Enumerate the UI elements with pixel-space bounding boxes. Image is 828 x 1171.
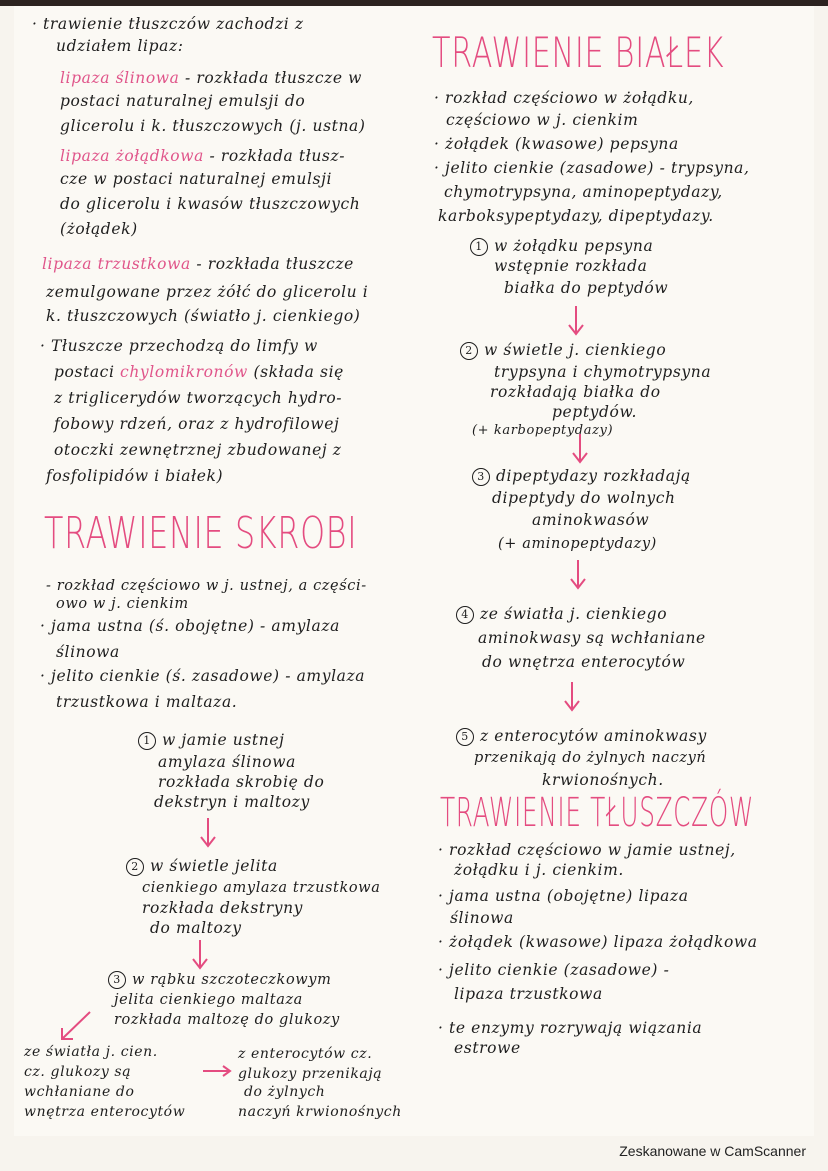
text-line: białka do peptydów — [504, 279, 669, 297]
text-line: do glicerolu i kwasów tłuszczowych — [60, 195, 361, 213]
lipaza-slinowa-line — [60, 68, 362, 89]
step-number: 1 — [470, 238, 488, 256]
text-line: glukozy przenikają — [238, 1066, 383, 1082]
text-line: amylaza ślinowa — [158, 753, 296, 771]
lipaza-zoladkowa-term: lipaza żołądkowa — [60, 147, 204, 165]
text-line: estrowe — [454, 1039, 521, 1057]
text-span: - rozkłada tłuszcze w — [179, 69, 363, 87]
lipaza-trzustkowa-term: lipaza trzustkowa — [42, 255, 191, 273]
text-line: udziałem lipaz: — [56, 37, 184, 55]
text-line: trypsyna i chymotrypsyna — [494, 363, 712, 381]
text-span: postaci — [54, 363, 121, 381]
text-line: dipeptydy do wolnych — [492, 489, 676, 507]
text-line: postaci naturalnej emulsji do — [60, 92, 306, 110]
arrow-down-icon — [562, 682, 582, 712]
lipaza-trzustkowa-line — [42, 254, 354, 275]
text-line: krwionośnych. — [542, 771, 664, 789]
text-line: z enterocytów cz. — [238, 1046, 373, 1062]
text-span: dipeptydazy rozkładają — [496, 467, 691, 485]
text-line: trzustkowa i maltaza. — [56, 693, 238, 711]
text-line: (+ karbopeptydazy) — [472, 423, 614, 438]
bialka-step-2 — [460, 340, 666, 361]
lipaza-slinowa-term: lipaza ślinowa — [60, 69, 180, 87]
text-line: · Tłuszcze przechodzą do limfy w — [40, 337, 318, 355]
text-line: · jelito cienkie (ś. zasadowe) - amylaza — [40, 667, 366, 685]
text-line: · jelito cienkie (zasadowe) - — [438, 961, 670, 979]
text-line: fobowy rdzeń, oraz z hydrofilowej — [54, 415, 340, 433]
heading-trawienie-bialek: TRAWIENIE BIAŁEK — [432, 28, 725, 77]
arrow-down-icon — [570, 434, 590, 464]
text-line: · żołądek (kwasowe) lipaza żołądkowa — [438, 933, 758, 951]
arrow-right-icon — [202, 1064, 232, 1078]
text-line: dekstryn i maltozy — [154, 793, 310, 811]
step-number: 2 — [460, 342, 478, 360]
arrow-down-icon — [198, 818, 218, 848]
arrow-down-left-icon — [58, 1010, 92, 1042]
text-line: lipaza trzustkowa — [454, 985, 603, 1003]
text-span: ze światła j. cienkiego — [480, 605, 668, 623]
text-line: otoczki zewnętrznej zbudowanej z — [54, 441, 342, 459]
text-line: · żołądek (kwasowe) pepsyna — [434, 135, 679, 153]
text-line: cz. glukozy są — [24, 1064, 132, 1080]
text-line: · te enzymy rozrywają wiązania — [438, 1019, 703, 1037]
text-span: - rozkłada tłuszcze — [190, 255, 354, 273]
text-line: do żylnych — [244, 1084, 326, 1100]
text-line: do wnętrza enterocytów — [482, 653, 686, 671]
chylomikrony-term: chylomikronów — [120, 363, 248, 381]
step-number: 5 — [456, 728, 474, 746]
text-line: wchłaniane do — [24, 1084, 135, 1100]
text-line: żołądku i j. cienkim. — [454, 861, 624, 879]
text-line: · jama ustna (obojętne) lipaza — [438, 887, 689, 905]
text-line: fosfolipidów i białek) — [46, 467, 224, 485]
text-line: wnętrza enterocytów — [24, 1104, 186, 1120]
text-line: rozkłada dekstryny — [142, 899, 304, 917]
text-line: karboksypeptydazy, dipeptydazy. — [438, 207, 714, 225]
step-number: 2 — [126, 858, 144, 876]
text-line: · rozkład częściowo w jamie ustnej, — [438, 841, 736, 859]
text-span: w świetle j. cienkiego — [484, 341, 667, 359]
notes-page — [14, 6, 814, 1136]
skrobia-step-2 — [126, 856, 278, 877]
text-span: w jamie ustnej — [162, 731, 285, 749]
step-number: 1 — [138, 732, 156, 750]
text-line: do maltozy — [150, 919, 242, 937]
text-line: · trawienie tłuszczów zachodzi z — [32, 15, 304, 33]
step-number: 3 — [472, 468, 490, 486]
text-line: jelita cienkiego maltaza — [114, 992, 303, 1008]
text-line: z triglicerydów tworzących hydro- — [54, 389, 343, 407]
text-line: · jelito cienkie (zasadowe) - trypsyna, — [434, 159, 750, 177]
text-line: zemulgowane przez żółć do glicerolu i — [46, 283, 369, 301]
text-line: owo w j. cienkim — [56, 596, 189, 612]
text-line: naczyń krwionośnych — [238, 1104, 402, 1120]
text-span: w świetle jelita — [150, 857, 278, 875]
text-line: k. tłuszczowych (światło j. cienkiego) — [46, 307, 361, 325]
text-line: ślinowa — [450, 909, 514, 927]
text-line: (+ aminopeptydazy) — [498, 536, 657, 552]
skrobia-step-1 — [138, 730, 285, 751]
text-line: glicerolu i k. tłuszczowych (j. ustna) — [60, 117, 366, 135]
bialka-step-3 — [472, 466, 691, 487]
text-line: ślinowa — [56, 643, 120, 661]
bialka-step-1 — [470, 236, 653, 257]
heading-trawienie-skrobi: TRAWIENIE SKROBI — [44, 508, 358, 559]
arrow-down-icon — [566, 306, 586, 336]
text-line: cze w postaci naturalnej emulsji — [60, 170, 333, 188]
text-line: wstępnie rozkłada — [494, 257, 648, 275]
chylomikrony-line — [54, 362, 344, 383]
step-number: 4 — [456, 606, 474, 624]
text-line: · rozkład częściowo w żołądku, — [434, 89, 694, 107]
text-span: w rąbku szczoteczkowym — [132, 972, 332, 988]
step-number: 3 — [108, 971, 126, 989]
text-line: przenikają do żylnych naczyń — [474, 750, 707, 766]
text-line: aminokwasy są wchłaniane — [478, 629, 706, 647]
arrow-down-icon — [190, 940, 210, 970]
text-line: rozkłada maltozę do glukozy — [114, 1012, 340, 1028]
text-line: rozkładają białka do — [490, 383, 661, 401]
text-line: chymotrypsyna, aminopeptydazy, — [444, 183, 723, 201]
text-line: aminokwasów — [532, 511, 650, 529]
heading-trawienie-tluszczow: TRAWIENIE TŁUSZCZÓW — [440, 790, 755, 836]
camscanner-watermark: Zeskanowane w CamScanner — [619, 1143, 806, 1159]
text-span: z enterocytów aminokwasy — [480, 727, 707, 745]
text-line: rozkłada skrobię do — [158, 773, 325, 791]
text-span: (składa się — [247, 363, 344, 381]
lipaza-zoladkowa-line — [60, 146, 345, 167]
text-span: w żołądku pepsyna — [494, 237, 654, 255]
text-line: częściowo w j. cienkim — [446, 111, 639, 129]
text-line: peptydów. — [552, 403, 638, 421]
arrow-down-icon — [568, 560, 588, 590]
bialka-step-4 — [456, 604, 667, 625]
text-span: - rozkłada tłusz- — [203, 147, 346, 165]
text-line: - rozkład częściowo w j. ustnej, a części- — [46, 578, 367, 594]
text-line: (żołądek) — [60, 220, 138, 238]
text-line: · jama ustna (ś. obojętne) - amylaza — [40, 617, 340, 635]
skrobia-step-3 — [108, 970, 331, 991]
text-line: cienkiego amylaza trzustkowa — [142, 880, 381, 896]
bialka-step-5 — [456, 726, 707, 747]
text-line: ze światła j. cien. — [24, 1044, 158, 1060]
